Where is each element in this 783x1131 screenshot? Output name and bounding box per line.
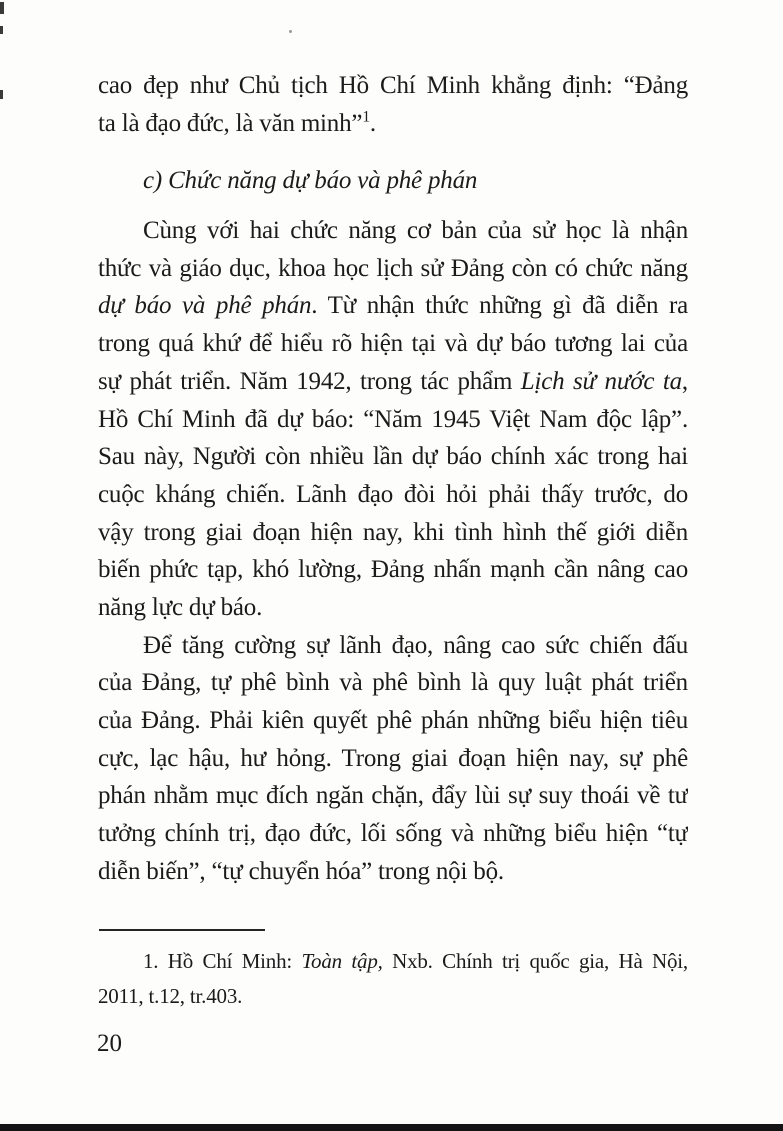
text-line: [98, 702, 688, 740]
text-segment: c) Chức năng dự báo và phê phán: [143, 167, 478, 195]
text-segment: Lịch sử nước ta: [520, 367, 682, 395]
text-line: [98, 476, 688, 514]
text-line: [98, 363, 688, 401]
text-line: [98, 325, 688, 363]
text-line: [98, 589, 688, 627]
body-paragraph: [98, 67, 688, 142]
text-segment: ,: [681, 367, 688, 395]
text-line: [98, 815, 688, 853]
text-segment: diễn biến”, “tự chuyển hóa” trong nội bộ.: [98, 857, 504, 885]
scan-bottom-edge: [0, 1124, 783, 1131]
text-segment: Hồ Chí Minh đã dự báo: “Năm 1945 Việt Nam độc lập”.: [98, 405, 688, 433]
text-line: [98, 212, 688, 250]
page-number: 20: [97, 1030, 122, 1057]
text-segment: của Đảng, tự phê bình và phê bình là quy luật phát triển: [98, 669, 688, 697]
text-line: [98, 664, 688, 702]
scan-edge-artifact: [0, 90, 3, 99]
text-line: [98, 514, 688, 552]
text-line: [98, 853, 688, 891]
text-segment: Sau này, Người còn nhiều lần dự báo chính xác trong hai: [98, 443, 688, 471]
body-paragraph: [98, 212, 688, 627]
text-line: [98, 287, 688, 325]
text-line: [98, 627, 688, 665]
scan-edge-artifact: [0, 26, 3, 34]
text-line: [98, 105, 688, 143]
scan-speck: [289, 30, 292, 33]
text-segment: dự báo và phê phán: [98, 292, 312, 320]
section-heading: [98, 162, 688, 200]
text-line: [98, 777, 688, 815]
text-segment: .: [369, 109, 376, 137]
text-line: [98, 944, 688, 979]
footnote-separator-rule: [99, 929, 265, 931]
text-line: [98, 438, 688, 476]
text-segment: phán nhằm mục đích ngăn chặn, đẩy lùi sự suy thoái về tư: [98, 782, 688, 810]
text-segment: Cùng với hai chức năng cơ bản của sử học là nhận: [143, 217, 688, 245]
text-segment: Toàn tập,: [301, 949, 383, 973]
main-text-block: [98, 67, 688, 890]
text-segment: ta là đạo đức, là văn minh”: [98, 109, 363, 137]
text-line: [98, 250, 688, 288]
text-segment: trong quá khứ để hiểu rõ hiện tại và dự báo tương lai của: [98, 330, 688, 358]
text-segment: cao đẹp như Chủ tịch Hồ Chí Minh khẳng định: “Đảng: [98, 72, 688, 99]
text-segment: cực, lạc hậu, hư hỏng. Trong giai đoạn hiện nay, sự phê: [98, 744, 688, 772]
text-segment: tưởng chính trị, đạo đức, lối sống và những biểu hiện “tự: [98, 820, 688, 848]
text-segment: cuộc kháng chiến. Lãnh đạo đòi hỏi phải thấy trước, do: [98, 480, 688, 508]
text-segment: vậy trong giai đoạn hiện nay, khi tình hình thế giới diễn: [98, 518, 688, 546]
text-line: [98, 740, 688, 778]
text-segment: 1. Hồ Chí Minh:: [143, 949, 302, 973]
text-line: [98, 979, 688, 1014]
text-segment: của Đảng. Phải kiên quyết phê phán những biểu hiện tiêu: [98, 707, 688, 734]
text-segment: 2011, t.12, tr.403.: [98, 984, 243, 1008]
text-line: [98, 401, 688, 439]
text-segment: Để tăng cường sự lãnh đạo, nâng cao sức chiến đấu: [143, 631, 688, 659]
text-segment: năng lực dự báo.: [98, 593, 263, 621]
text-segment: sự phát triển. Năm 1942, trong tác phẩm: [98, 367, 521, 395]
text-segment: thức và giáo dục, khoa học lịch sử Đảng còn có chức năng: [98, 254, 688, 282]
footnote: [98, 944, 688, 1014]
body-paragraph: [98, 627, 688, 891]
scan-edge-artifact: [0, 2, 4, 14]
text-segment: biến phức tạp, khó lường, Đảng nhấn mạnh cần nâng cao: [98, 556, 688, 584]
text-line: [98, 551, 688, 589]
text-line: [98, 67, 688, 105]
footnote-reference-superscript: 1: [362, 108, 370, 126]
text-line: [98, 162, 688, 200]
text-segment: Nxb. Chính trị quốc gia, Hà Nội,: [382, 949, 688, 973]
text-segment: . Từ nhận thức những gì đã diễn ra: [311, 292, 688, 320]
